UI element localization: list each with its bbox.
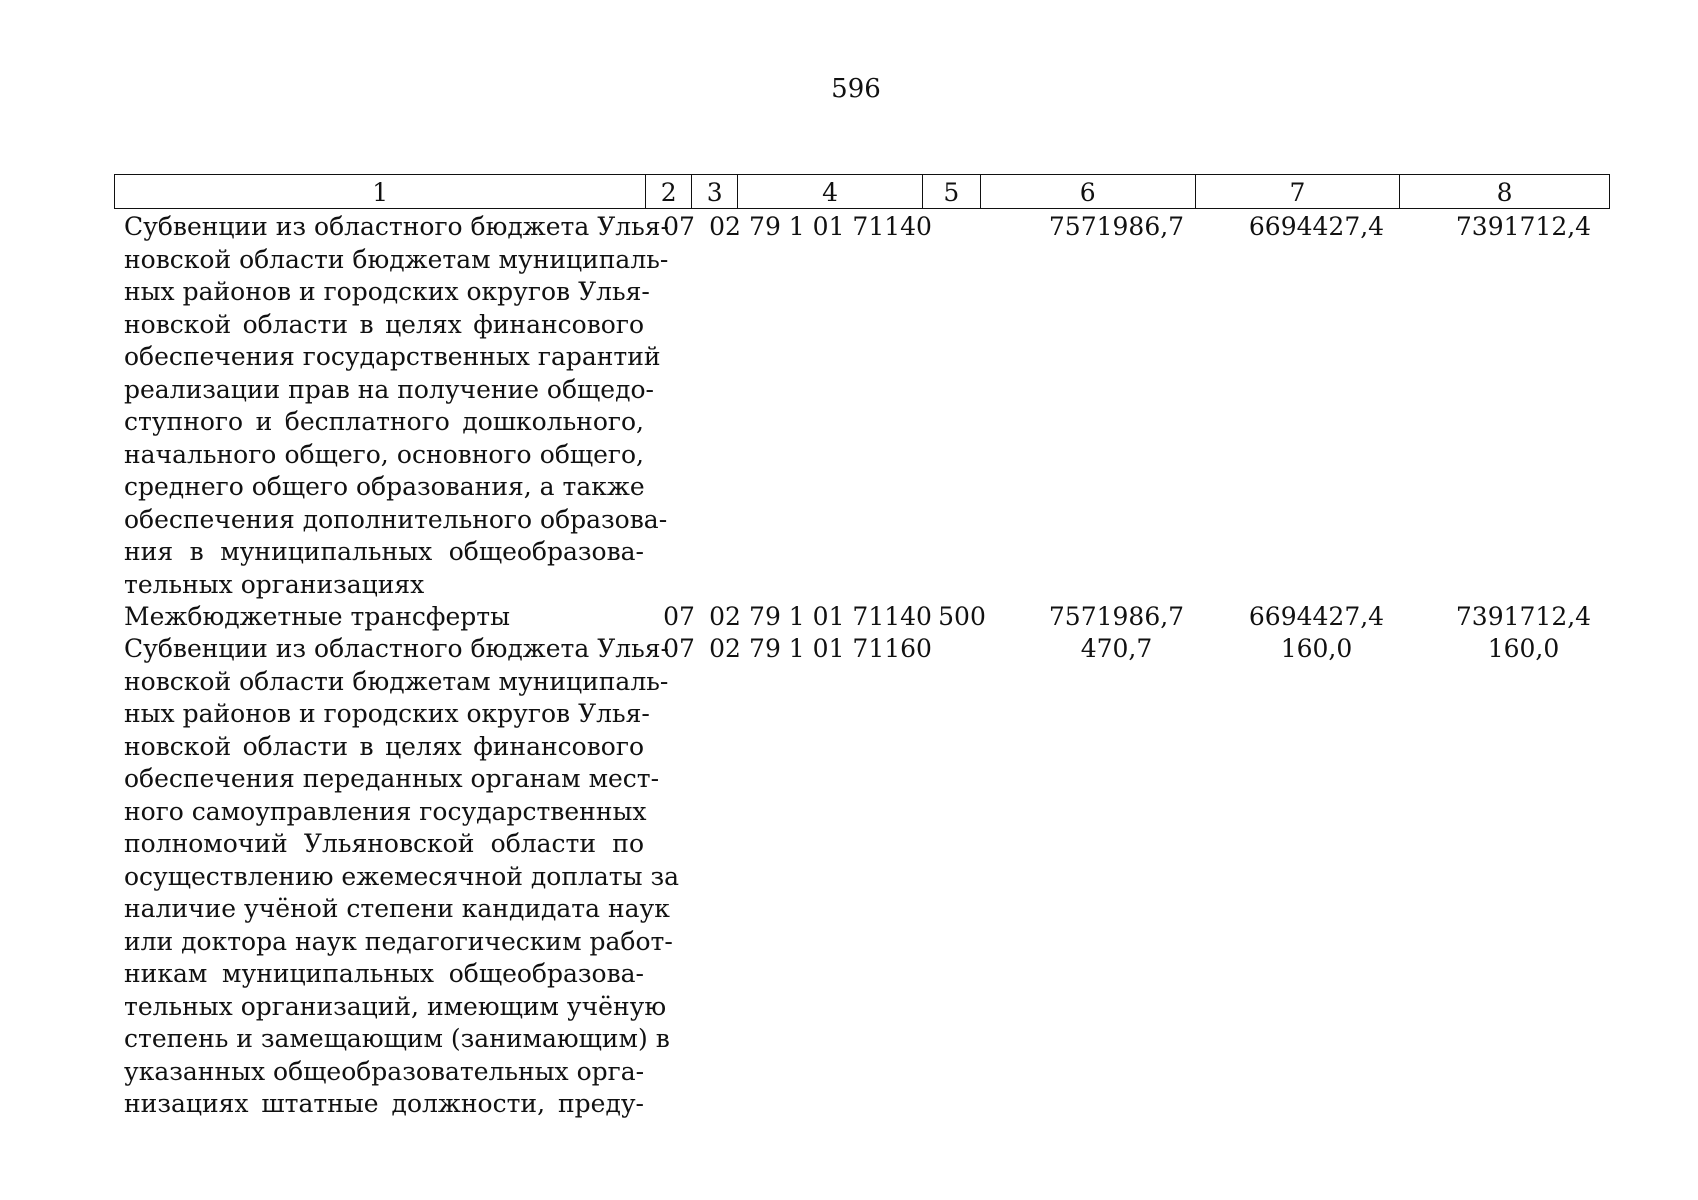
description-line: Межбюджетные трансферты — [124, 602, 511, 631]
header-col-7: 7 — [1196, 175, 1401, 208]
description-line: ступного и бесплатного дошкольного, — [124, 407, 644, 436]
cell-pr: 02 — [709, 212, 741, 241]
description-line: Субвенции из областного бюджета Улья- — [124, 634, 670, 663]
cell-value-8: 7391712,4 — [1455, 602, 1592, 631]
description-line: низациях штатные должности, преду- — [124, 1089, 644, 1118]
header-col-8: 8 — [1496, 178, 1513, 207]
cell-rz: 07 — [663, 212, 695, 241]
cell-value-7: 6694427,4 — [1248, 602, 1385, 631]
cell-value-6: 7571986,7 — [1048, 212, 1185, 241]
description-line: тельных организаций, имеющим учёную — [124, 991, 667, 1021]
description-line: реализации прав на получение общедо- — [124, 374, 654, 404]
description-line: обеспечения переданных органам мест- — [124, 764, 660, 793]
cell-rz: 07 — [663, 634, 695, 663]
cell-value-6: 470,7 — [1080, 634, 1153, 663]
description-line: тельных организациях — [124, 569, 425, 599]
description-line: обеспечения дополнительного образова- — [124, 504, 668, 534]
description-line: ного самоуправления государственных — [124, 796, 647, 826]
description-line: новской области в целях финансового — [124, 309, 644, 339]
cell-value-8: 160,0 — [1487, 634, 1560, 663]
description-line: новской области в целях финансового — [124, 731, 644, 761]
description-line: Субвенции из областного бюджета Улья- — [124, 212, 670, 241]
cell-pr: 02 — [709, 634, 741, 663]
cell-value-6: 7571986,7 — [1048, 602, 1185, 631]
row-description — [124, 601, 644, 634]
header-col-2: 2 — [646, 175, 692, 208]
cell-csr: 79 1 01 71160 — [749, 634, 932, 663]
description-line: ния в муниципальных общеобразова- — [124, 537, 644, 566]
description-line: новской области бюджетам муниципаль- — [124, 666, 669, 696]
cell-rz: 07 — [663, 602, 695, 631]
header-col-4: 4 — [738, 175, 923, 208]
table-header — [114, 174, 1610, 209]
description-line: наличие учёной степени кандидата наук — [124, 894, 670, 923]
header-col-6: 6 — [981, 175, 1196, 208]
description-line: обеспечения государственных гарантий — [124, 342, 661, 371]
header-col-5: 5 — [923, 175, 981, 208]
description-line: ных районов и городских округов Улья- — [124, 277, 650, 306]
cell-value-8: 7391712,4 — [1455, 212, 1592, 241]
header-col-1: 1 — [115, 175, 646, 208]
description-line: осуществлению ежемесячной доплаты за — [124, 861, 679, 891]
description-line: новской области бюджетам муниципаль- — [124, 244, 669, 274]
cell-pr: 02 — [709, 602, 741, 631]
cell-vr: 500 — [938, 602, 986, 631]
description-line: указанных общеобразовательных орга- — [124, 1056, 645, 1086]
cell-csr: 79 1 01 71140 — [749, 602, 932, 631]
cell-value-7: 160,0 — [1280, 634, 1353, 663]
description-line: среднего общего образования, а также — [124, 472, 645, 501]
description-line: никам муниципальных общеобразова- — [124, 959, 644, 988]
description-line: полномочий Ульяновской области по — [124, 829, 644, 858]
cell-value-7: 6694427,4 — [1248, 212, 1385, 241]
description-line: или доктора наук педагогическим работ- — [124, 926, 673, 956]
description-line: начального общего, основного общего, — [124, 439, 644, 469]
cell-csr: 79 1 01 71140 — [749, 212, 932, 241]
page-number: 596 — [831, 74, 881, 104]
description-line: ных районов и городских округов Улья- — [124, 699, 650, 728]
row-description — [124, 211, 670, 601]
header-col-3: 3 — [692, 175, 738, 208]
description-line: степень и замещающим (занимающим) в — [124, 1024, 670, 1053]
